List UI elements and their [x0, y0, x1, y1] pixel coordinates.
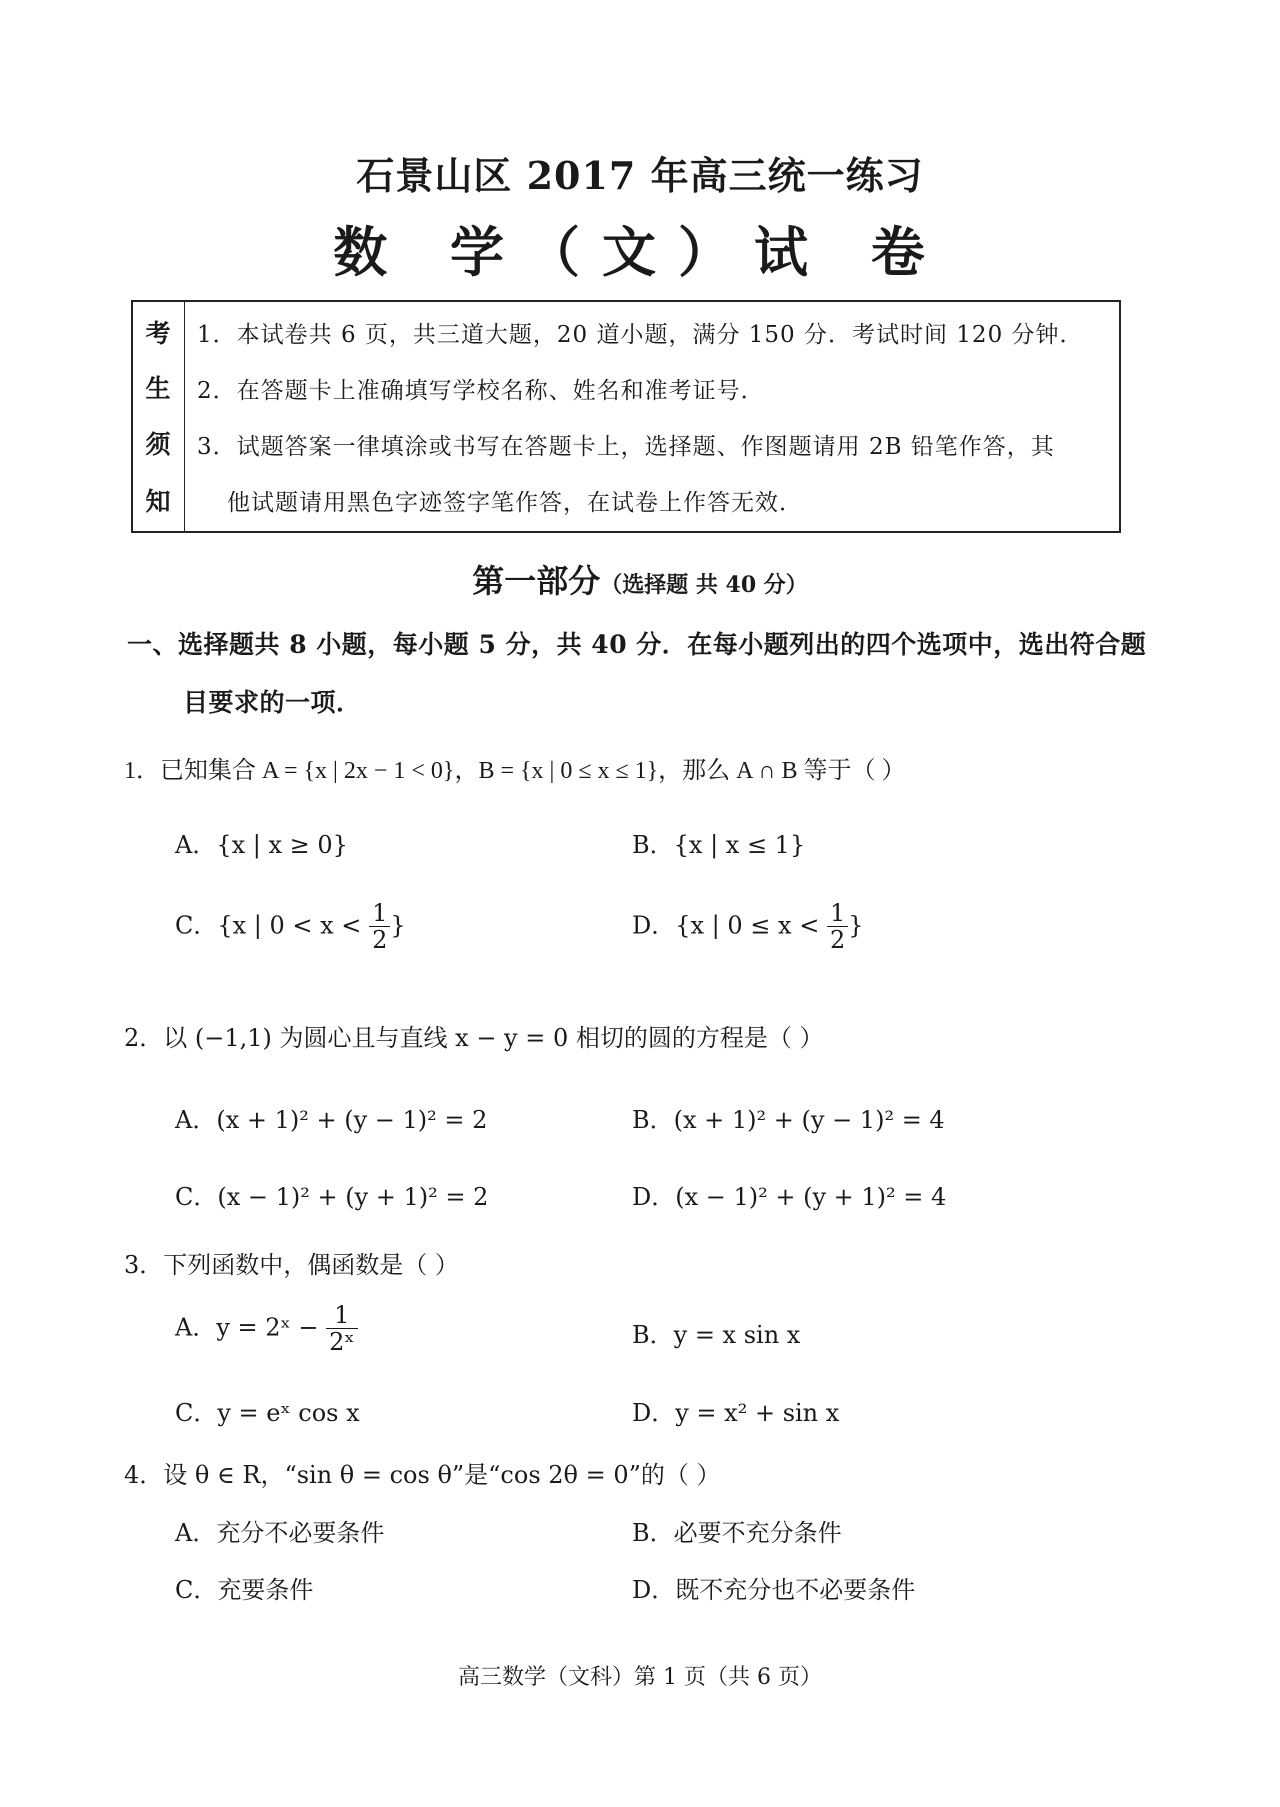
candidate-notice-box: [131, 300, 1121, 533]
option-c-suffix: }: [390, 911, 406, 940]
fraction-denominator: 2: [372, 926, 388, 955]
fraction: [827, 900, 848, 954]
question-3-option-a: [175, 1302, 358, 1356]
question-4-option-b: B．必要不充分条件: [632, 1519, 842, 1547]
question-2-option-d: D．(x − 1)² + (y + 1)² = 4: [632, 1183, 947, 1211]
notice-label-char: 生: [145, 374, 171, 403]
question-4-option-a: A．充分不必要条件: [175, 1519, 385, 1547]
question-3-option-b: B．y = x sin x: [632, 1321, 801, 1349]
question-2-stem: 2．以 (−1,1) 为圆心且与直线 x − y = 0 相切的圆的方程是（ ）: [124, 1024, 824, 1052]
instructions-line: 目要求的一项．: [183, 688, 362, 717]
question-4-stem: 4．设 θ ∈ R，“sin θ = cos θ”是“cos 2θ = 0”的（ ）: [124, 1461, 721, 1489]
notice-label-column: [133, 302, 185, 531]
question-2-option-a: A．(x + 1)² + (y − 1)² = 2: [175, 1106, 488, 1134]
fraction: [326, 1302, 357, 1356]
fraction-denominator: 2ˣ: [329, 1328, 355, 1357]
fraction-numerator: 1: [326, 1302, 357, 1329]
question-2-option-b: B．(x + 1)² + (y − 1)² = 4: [632, 1106, 945, 1134]
section-heading: [0, 556, 1280, 602]
fraction-numerator: 1: [827, 900, 848, 927]
exam-subtitle: 数 学（文）试 卷: [333, 220, 947, 284]
fraction-numerator: 1: [369, 900, 390, 927]
option-c-prefix: C．{x | 0 < x <: [175, 911, 362, 940]
notice-label-char: 考: [145, 319, 171, 348]
notice-line: 他试题请用黑色字迹签字笔作答，在试卷上作答无效．: [227, 490, 803, 516]
notice-line: 3．试题答案一律填涂或书写在答题卡上，选择题、作图题请用 2B 铅笔作答，其: [197, 434, 1055, 460]
notice-label-char: 须: [145, 430, 171, 459]
question-1-stem: 1．已知集合 A = {x | 2x − 1 < 0}，B = {x | 0 ≤ x ≤ 1}，那么 A ∩ B 等于（ ）: [124, 758, 906, 784]
question-4-option-d: D．既不充分也不必要条件: [632, 1576, 916, 1604]
option-d-prefix: D．{x | 0 ≤ x <: [632, 911, 820, 940]
section-title: 第一部分: [472, 562, 601, 600]
question-2-option-c: C．(x − 1)² + (y + 1)² = 2: [175, 1183, 489, 1211]
question-3-option-c: C．y = eˣ cos x: [175, 1399, 360, 1427]
notice-label-char: 知: [145, 487, 171, 516]
question-1-option-c: [175, 900, 406, 954]
question-3-stem: 3．下列函数中，偶函数是（ ）: [124, 1251, 459, 1279]
notice-line: 2．在答题卡上准确填写学校名称、姓名和准考证号．: [197, 378, 765, 404]
notice-line: 1．本试卷共 6 页，共三道大题，20 道小题，满分 150 分．考试时间 120 分钟．: [197, 322, 1084, 348]
option-a-prefix: A．y = 2ˣ −: [175, 1313, 319, 1342]
question-1-option-a: A．{x | x ≥ 0}: [175, 831, 348, 859]
exam-title: 石景山区 2017 年高三统一练习: [356, 153, 924, 198]
question-3-option-d: D．y = x² + sin x: [632, 1399, 840, 1427]
fraction-denominator: 2: [829, 926, 846, 955]
page-footer: 高三数学（文科）第 1 页（共 6 页）: [458, 1665, 822, 1690]
option-d-suffix: }: [848, 911, 864, 940]
question-1-option-d: [632, 900, 864, 954]
instructions-line: 一、选择题共 8 小题，每小题 5 分，共 40 分．在每小题列出的四个选项中，选出符合题: [127, 630, 1147, 659]
section-subtitle: （选择题 共 40 分）: [600, 572, 808, 598]
question-4-option-c: C．充要条件: [175, 1576, 314, 1604]
question-1-option-b: B．{x | x ≤ 1}: [632, 831, 806, 859]
fraction: [369, 900, 390, 954]
